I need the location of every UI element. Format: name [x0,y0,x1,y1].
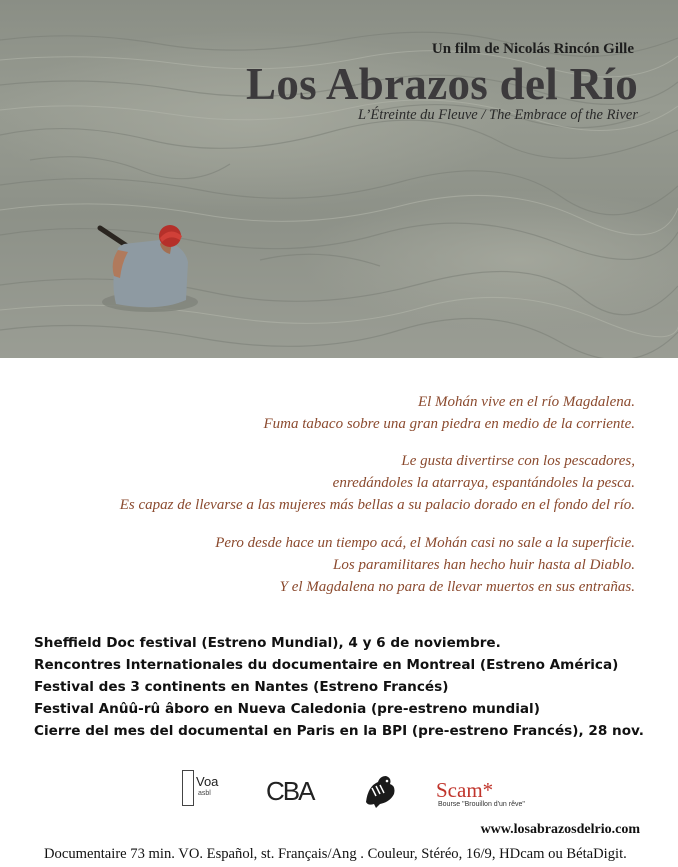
technical-specs: Documentaire 73 min. VO. Español, st. Français/Ang . Couleur, Stéréo, 16/9, HDcam ou BétaDigit. [44,846,627,862]
voa-logo [180,768,224,806]
poem-line: enredándoles la atarraya, espantándoles la pesca. [332,475,635,491]
poem-stanza-3 [215,532,635,598]
cba-logo: CBA [266,776,314,806]
film-title: Los Abrazos del Río [246,59,638,109]
festival-item: Cierre del mes del documental en Paris en la BPI (pre-estreno Francés), 28 nov. [34,723,644,739]
poem-line: Fuma tabaco sobre una gran piedra en medio de la corriente. [263,416,635,432]
poem-line: Los paramilitares han hecho huir hasta al Diablo. [333,557,635,573]
fisherman-figure [100,225,198,312]
voa-logo-name: Voa [196,774,219,789]
scam-logo-sub: Bourse "Brouillon d'un rêve" [438,801,525,808]
rooster-logo-icon [362,772,398,810]
poem-stanza-2 [120,450,635,516]
poem-line: Y el Magdalena no para de llevar muertos en sus entrañas. [279,579,635,595]
film-subtitle: L’Étreinte du Fleuve / The Embrace of the River [358,107,638,123]
website-url[interactable]: www.losabrazosdelrio.com [480,822,640,837]
voa-logo-mark [182,770,194,806]
festival-item: Sheffield Doc festival (Estreno Mundial), 4 y 6 de noviembre. [34,635,501,651]
voa-logo-sub: asbl [198,790,211,797]
scam-logo [436,778,525,808]
poem-line: Pero desde hace un tiempo acá, el Mohán casi no sale a la superficie. [215,535,635,551]
poem-line: Es capaz de llevarse a las mujeres más bellas a su palacio dorado en el fondo del río. [119,497,635,513]
poem-line: Le gusta divertirse con los pescadores, [401,453,635,469]
poem-line: El Mohán vive en el río Magdalena. [417,394,635,410]
scam-logo-name: Scam* [436,778,494,802]
festival-item: Festival des 3 continents en Nantes (Estreno Francés) [34,679,449,695]
festival-list [34,632,644,742]
poem-stanza-1 [264,391,635,435]
director-credit: Un film de Nicolás Rincón Gille [431,41,634,57]
festival-item: Rencontres Internationales du documentaire en Montreal (Estreno América) [34,657,619,673]
hero-photo [0,0,678,358]
festival-item: Festival Anûû-rû âboro en Nueva Caledonia (pre-estreno mundial) [34,701,540,717]
